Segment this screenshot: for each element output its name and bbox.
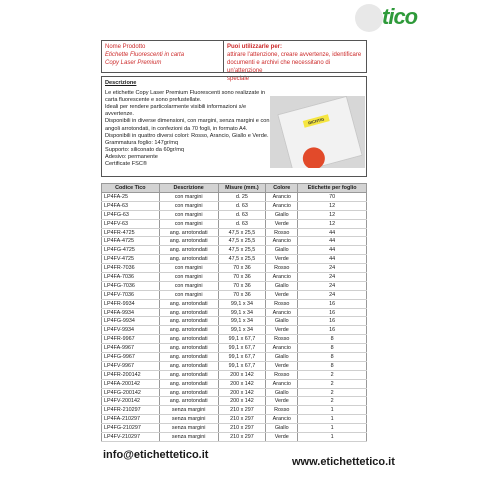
column-header: Colore [266, 184, 298, 193]
table-cell: 70 x 36 [218, 290, 266, 299]
table-cell: Giallo [266, 353, 298, 362]
table-cell: 1 [298, 406, 367, 415]
table-cell: 8 [298, 353, 367, 362]
table-cell: 12 [298, 219, 367, 228]
table-cell: LP4FG-7036 [102, 281, 160, 290]
table-cell: 200 x 142 [218, 397, 266, 406]
table-cell: senza margini [159, 433, 218, 442]
table-cell: con margini [159, 290, 218, 299]
product-name-header: Nome Prodotto [105, 44, 146, 50]
table-cell: ang. arrotondati [159, 237, 218, 246]
table-row [102, 255, 367, 264]
table-cell: 44 [298, 246, 367, 255]
table-cell: LP4FV-9934 [102, 326, 160, 335]
table-row [102, 228, 367, 237]
description-text [105, 90, 270, 168]
table-cell: LP4FV-9967 [102, 361, 160, 370]
table-cell: Arancio [266, 237, 298, 246]
table-cell: LP4FR-4725 [102, 228, 160, 237]
table-cell: Arancio [266, 273, 298, 282]
product-name-line: Etichette Fluorescenti in carta [105, 52, 185, 58]
table-cell: 24 [298, 264, 367, 273]
table-cell: LP4FR-9934 [102, 299, 160, 308]
table-cell: 99,1 x 67,7 [218, 335, 266, 344]
product-name-cell [102, 41, 224, 72]
table-cell: 2 [298, 388, 367, 397]
description-title: Descrizione [105, 80, 137, 86]
table-row [102, 388, 367, 397]
table-row [102, 219, 367, 228]
table-cell: 70 [298, 193, 367, 202]
description-line: Disponibili in quattro diversi colori: Rosso, Arancio, Giallo e Verde. [105, 132, 269, 139]
table-cell: 44 [298, 228, 367, 237]
table-cell: ang. arrotondati [159, 246, 218, 255]
table-cell: 2 [298, 370, 367, 379]
table-cell: 47,5 x 25,5 [218, 237, 266, 246]
table-cell: ang. arrotondati [159, 379, 218, 388]
table-row [102, 353, 367, 362]
table-cell: LP4FA-25 [102, 193, 160, 202]
description-line: angoli arrotondati, in confezioni da 70 fogli, in formato A4. [105, 125, 248, 132]
table-cell: 70 x 36 [218, 273, 266, 282]
table-cell: LP4FG-9967 [102, 353, 160, 362]
table-row [102, 273, 367, 282]
table-row [102, 379, 367, 388]
column-header: Etichette per foglio [298, 184, 367, 193]
product-codes-table [101, 183, 367, 442]
table-cell: LP4FG-200142 [102, 388, 160, 397]
table-cell: Rosso [266, 228, 298, 237]
table-cell: 210 x 297 [218, 415, 266, 424]
table-cell: Giallo [266, 210, 298, 219]
table-cell: 200 x 142 [218, 388, 266, 397]
table-cell: con margini [159, 193, 218, 202]
table-cell: Giallo [266, 317, 298, 326]
table-cell: 24 [298, 273, 367, 282]
contact-email[interactable]: info@etichettetico.it [103, 449, 209, 461]
table-cell: Giallo [266, 246, 298, 255]
table-cell: Rosso [266, 264, 298, 273]
table-cell: con margini [159, 264, 218, 273]
table-cell: 44 [298, 255, 367, 264]
table-cell: Arancio [266, 379, 298, 388]
table-cell: LP4FA-7036 [102, 273, 160, 282]
table-cell: 99,1 x 67,7 [218, 344, 266, 353]
table-cell: 99,1 x 34 [218, 326, 266, 335]
table-header-row [102, 184, 367, 193]
table-cell: Verde [266, 326, 298, 335]
table-row [102, 264, 367, 273]
table-cell: 24 [298, 281, 367, 290]
usage-cell [224, 41, 366, 82]
table-row [102, 237, 367, 246]
table-cell: 47,5 x 25,5 [218, 255, 266, 264]
table-cell: LP4FV-200142 [102, 397, 160, 406]
table-cell: Giallo [266, 281, 298, 290]
product-info-box [101, 40, 367, 82]
table-cell: 24 [298, 290, 367, 299]
table-cell: Verde [266, 219, 298, 228]
table-cell: con margini [159, 273, 218, 282]
table-cell: 1 [298, 433, 367, 442]
usage-line: speciale [227, 76, 250, 82]
table-cell: 8 [298, 335, 367, 344]
product-photo [270, 96, 365, 168]
description-line: Supporto: siliconato da 60gr/mq [105, 146, 184, 153]
table-cell: ang. arrotondati [159, 335, 218, 344]
table-row [102, 406, 367, 415]
table-cell: 210 x 297 [218, 406, 266, 415]
table-row [102, 201, 367, 210]
table-cell: 210 x 297 [218, 433, 266, 442]
table-cell: LP4FA-63 [102, 201, 160, 210]
table-cell: con margini [159, 210, 218, 219]
table-cell: Arancio [266, 415, 298, 424]
table-cell: 70 x 36 [218, 281, 266, 290]
red-circle-label-sample [300, 145, 327, 168]
usage-line: attirare l'attenzione, creare avvertenze, identificare [227, 52, 362, 58]
website-link[interactable]: www.etichettetico.it [292, 456, 395, 468]
table-cell: 1 [298, 424, 367, 433]
table-row [102, 210, 367, 219]
table-cell: senza margini [159, 424, 218, 433]
table-cell: d. 25 [218, 193, 266, 202]
table-cell: senza margini [159, 415, 218, 424]
description-line: Grammatura foglio: 147gr/mq [105, 139, 179, 146]
table-cell: Rosso [266, 335, 298, 344]
table-cell: con margini [159, 219, 218, 228]
table-cell: 16 [298, 317, 367, 326]
table-cell: LP4FA-9934 [102, 308, 160, 317]
table-row [102, 335, 367, 344]
table-row [102, 370, 367, 379]
usage-header: Puoi utilizzarle per: [227, 44, 283, 50]
brand-logo-text: tico [382, 4, 418, 29]
table-cell: 16 [298, 299, 367, 308]
table-cell: Verde [266, 397, 298, 406]
table-cell: Rosso [266, 406, 298, 415]
table-cell: Arancio [266, 201, 298, 210]
table-cell: LP4FG-210297 [102, 424, 160, 433]
description-line: carta fluorescente e sono prefustellate. [105, 97, 202, 104]
table-cell: ang. arrotondati [159, 299, 218, 308]
brand-logo-icon [355, 4, 383, 32]
table-cell: 99,1 x 34 [218, 308, 266, 317]
table-cell: Verde [266, 290, 298, 299]
table-cell: 200 x 142 [218, 379, 266, 388]
table-row [102, 246, 367, 255]
description-line: Ideali per rendere particolarmente visibili informazioni s/e [105, 104, 247, 111]
table-row [102, 290, 367, 299]
table-cell: ang. arrotondati [159, 308, 218, 317]
table-cell: LP4FR-210297 [102, 406, 160, 415]
table-cell: ang. arrotondati [159, 397, 218, 406]
usage-line: documenti e archivi che necessitano di un'attenzione [227, 60, 331, 74]
table-cell: ang. arrotondati [159, 317, 218, 326]
column-header: Descrizione [159, 184, 218, 193]
table-cell: Verde [266, 433, 298, 442]
table-cell: LP4FV-4725 [102, 255, 160, 264]
table-cell: LP4FV-7036 [102, 290, 160, 299]
table-cell: 2 [298, 397, 367, 406]
table-cell: LP4FA-200142 [102, 379, 160, 388]
table-cell: senza margini [159, 406, 218, 415]
table-cell: Arancio [266, 193, 298, 202]
table-cell: ang. arrotondati [159, 361, 218, 370]
column-header: Misure (mm.) [218, 184, 266, 193]
table-cell: con margini [159, 281, 218, 290]
table-cell: 99,1 x 67,7 [218, 353, 266, 362]
table-cell: Arancio [266, 344, 298, 353]
table-cell: Verde [266, 255, 298, 264]
table-row [102, 281, 367, 290]
table-cell: ang. arrotondati [159, 370, 218, 379]
table-cell: d. 63 [218, 219, 266, 228]
table-cell: 47,5 x 25,5 [218, 246, 266, 255]
table-row [102, 299, 367, 308]
table-row [102, 308, 367, 317]
table-cell: LP4FV-210297 [102, 433, 160, 442]
table-cell: 200 x 142 [218, 370, 266, 379]
table-cell: Rosso [266, 299, 298, 308]
table-cell: Arancio [266, 308, 298, 317]
table-cell: 16 [298, 308, 367, 317]
table-row [102, 433, 367, 442]
table-cell: 99,1 x 34 [218, 299, 266, 308]
table-cell: ang. arrotondati [159, 228, 218, 237]
table-cell: d. 63 [218, 201, 266, 210]
table-cell: 70 x 36 [218, 264, 266, 273]
table-cell: LP4FG-63 [102, 210, 160, 219]
table-cell: 99,1 x 67,7 [218, 361, 266, 370]
table-cell: ang. arrotondati [159, 344, 218, 353]
table-cell: 47,5 x 25,5 [218, 228, 266, 237]
table-cell: 44 [298, 237, 367, 246]
table-cell: LP4FA-4725 [102, 237, 160, 246]
table-cell: 1 [298, 415, 367, 424]
label-sheet [277, 96, 363, 168]
yellow-label-sample: RICHTIG [303, 114, 330, 127]
table-row [102, 397, 367, 406]
table-cell: ang. arrotondati [159, 388, 218, 397]
table-cell: Verde [266, 361, 298, 370]
table-cell: LP4FR-9967 [102, 335, 160, 344]
table-cell: Giallo [266, 388, 298, 397]
table-cell: ang. arrotondati [159, 255, 218, 264]
table-cell: LP4FR-7036 [102, 264, 160, 273]
table-cell: 12 [298, 210, 367, 219]
table-cell: LP4FV-63 [102, 219, 160, 228]
table-row [102, 424, 367, 433]
table-cell: ang. arrotondati [159, 326, 218, 335]
table-cell: 99,1 x 34 [218, 317, 266, 326]
table-cell: ang. arrotondati [159, 353, 218, 362]
table-cell: 12 [298, 201, 367, 210]
table-cell: LP4FA-9967 [102, 344, 160, 353]
table-cell: LP4FG-9934 [102, 317, 160, 326]
table-cell: Rosso [266, 370, 298, 379]
table-cell: LP4FA-210297 [102, 415, 160, 424]
column-header: Codice Tico [102, 184, 160, 193]
description-line: Certificate FSC® [105, 161, 148, 168]
description-line: avvertenze. [105, 111, 134, 118]
description-line: Le etichette Copy Laser Premium Fluorescenti sono realizzate in [105, 90, 266, 97]
table-cell: LP4FR-200142 [102, 370, 160, 379]
table-cell: Giallo [266, 424, 298, 433]
table-row [102, 326, 367, 335]
table-row [102, 317, 367, 326]
table-cell: 2 [298, 379, 367, 388]
table-row [102, 415, 367, 424]
table-cell: 16 [298, 326, 367, 335]
table-cell: 8 [298, 361, 367, 370]
table-cell: LP4FG-4725 [102, 246, 160, 255]
table-row [102, 193, 367, 202]
product-name-line: Copy Laser Premium [105, 60, 162, 66]
description-line: Adesivo: permanente [105, 153, 158, 160]
table-cell: 8 [298, 344, 367, 353]
table-row [102, 361, 367, 370]
table-cell: 210 x 297 [218, 424, 266, 433]
table-cell: d. 63 [218, 210, 266, 219]
description-line: Disponibili in diverse dimensioni, con margini, senza margini e con [105, 118, 270, 125]
table-row [102, 344, 367, 353]
table-cell: con margini [159, 201, 218, 210]
